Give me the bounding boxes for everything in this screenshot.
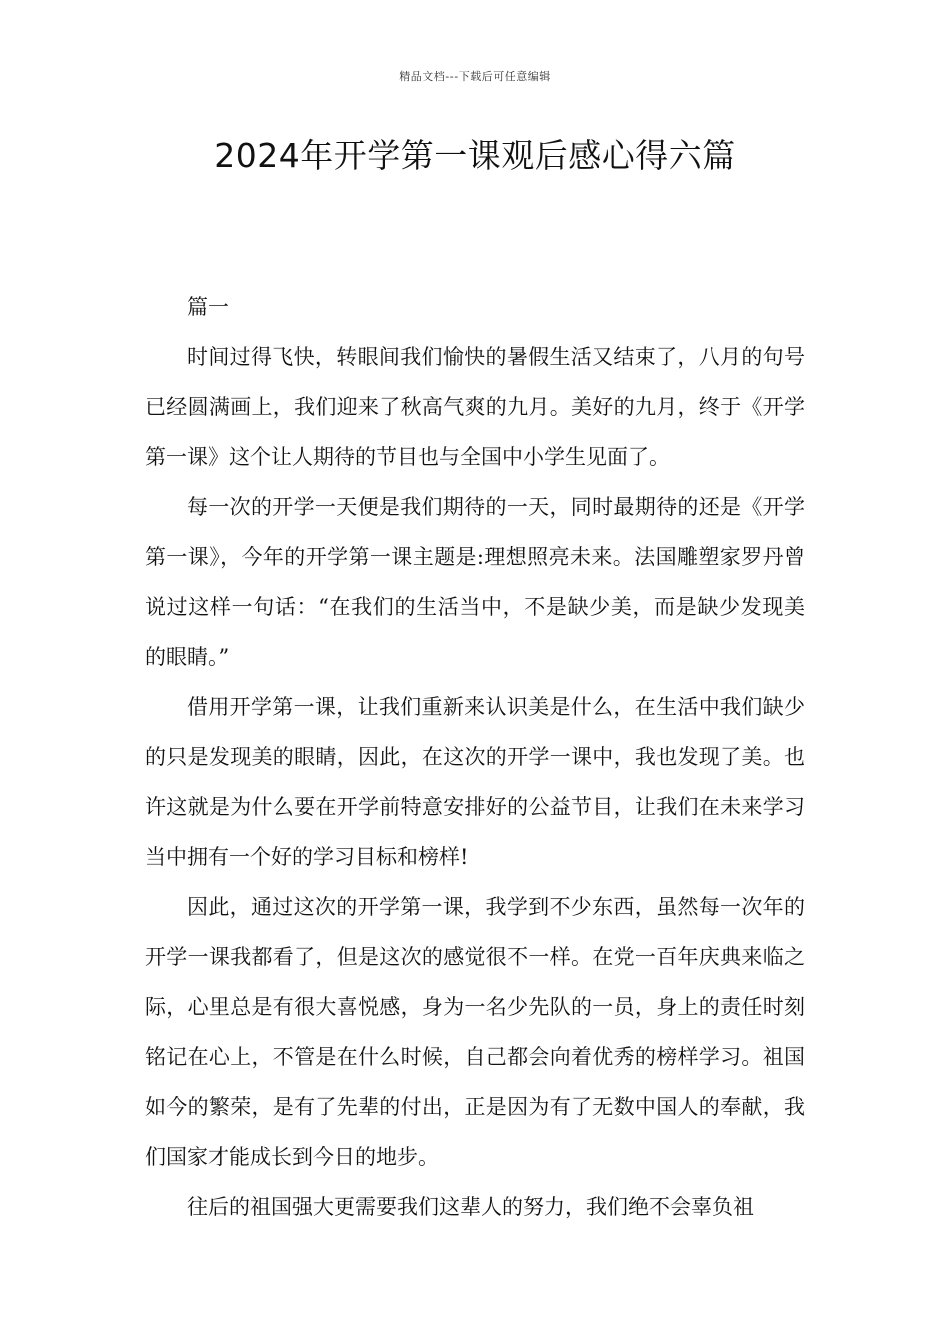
header-note: 精品文档---下载后可任意编辑	[399, 70, 551, 83]
section-label: 篇一	[187, 295, 229, 319]
document-title: 2024年开学第一课观后感心得六篇	[214, 136, 736, 175]
paragraph-1: 时间过得飞快，转眼间我们愉快的暑假生活又结束了，八月的句号已经圆满画上，我们迎来了秋高气爽的九月。美好的九月，终于《开学第一课》这个让人期待的节目也与全国中小学生见面了。	[145, 345, 805, 469]
paragraph-3: 借用开学第一课，让我们重新来认识美是什么，在生活中我们缺少的只是发现美的眼睛，因此，在这次的开学一课中，我也发现了美。也许这就是为什么要在开学前特意安排好的公益节目，让我们在未来学习当中拥有一个好的学习目标和榜样!	[145, 695, 805, 869]
paragraph-5: 往后的祖国强大更需要我们这辈人的努力，我们绝不会辜负祖	[187, 1195, 754, 1219]
document-body	[145, 282, 805, 1232]
paragraph-2: 每一次的开学一天便是我们期待的一天，同时最期待的还是《开学第一课》，今年的开学第一课主题是:理想照亮未来。法国雕塑家罗丹曾说过这样一句话：“在我们的生活当中，不是缺少美，而是缺少发现美的眼睛。”	[145, 495, 805, 669]
paragraph-4: 因此，通过这次的开学第一课，我学到不少东西，虽然每一次年的开学一课我都看了，但是这次的感觉很不一样。在党一百年庆典来临之际，心里总是有很大喜悦感，身为一名少先队的一员，身上的责任时刻铭记在心上，不管是在什么时候，自己都会向着优秀的榜样学习。祖国如今的繁荣，是有了先辈的付出，正是因为有了无数中国人的奉献，我们国家才能成长到今日的地步。	[145, 895, 805, 1169]
